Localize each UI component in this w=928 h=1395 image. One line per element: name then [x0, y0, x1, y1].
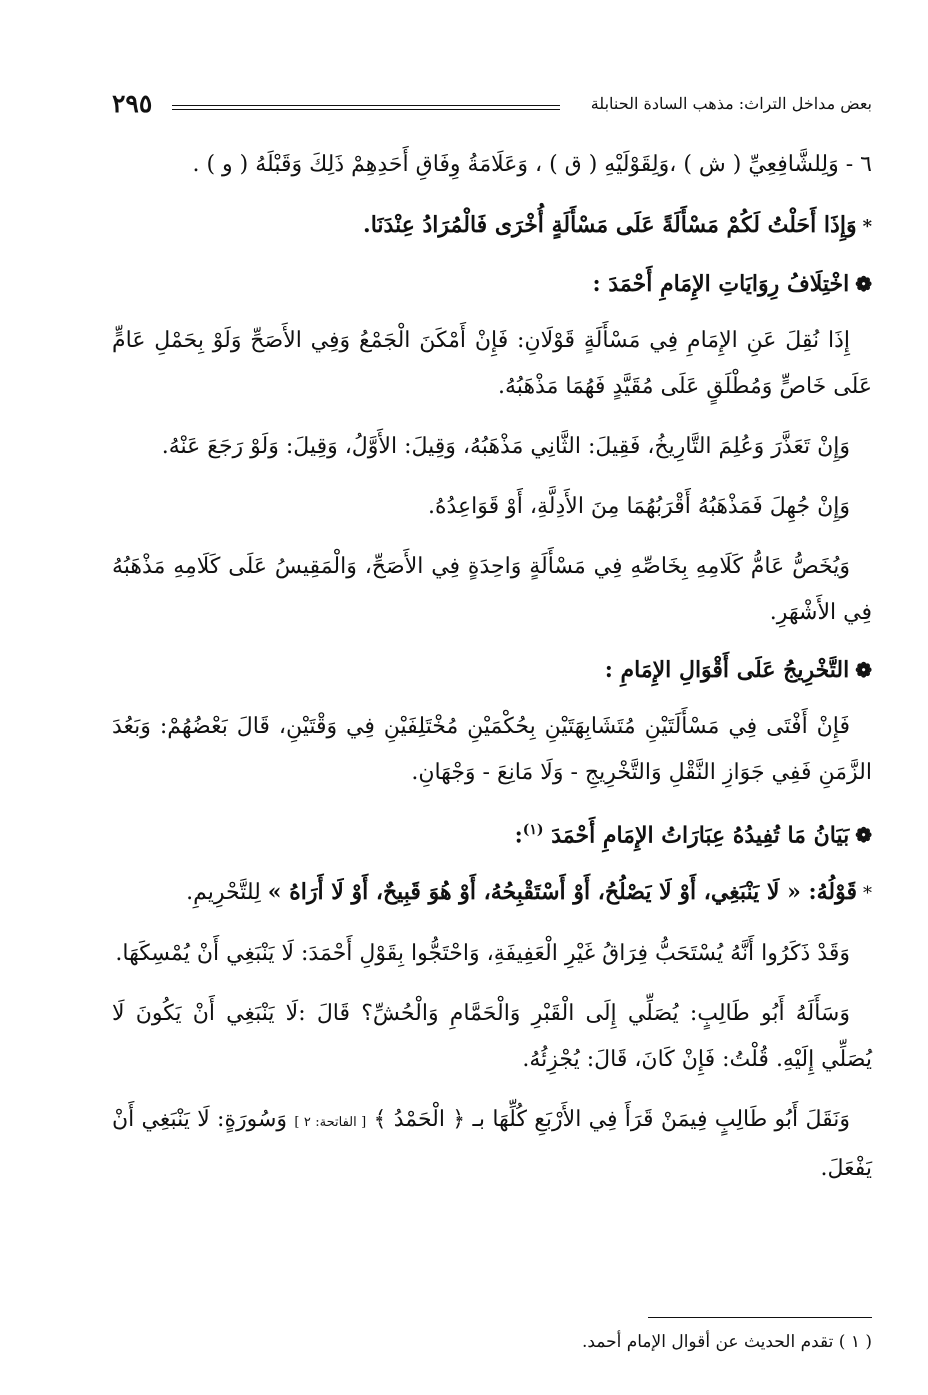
quran-reference: [ الفاتحة: ٢ ] [294, 1115, 367, 1131]
paragraph-afta: فَإِنْ أَفْتَى فِي مَسْأَلَتَيْنِ مُتَشَابِهَتَيْنِ بِحُكْمَيْنِ مُخْتَلِفَيْنِ فِي وَقْتَيْنِ، قَالَ بَعْضُهُمْ: وَبَعُدَ الزَّمَنِ فَفِي جَوَازِ النَّقْلِ وَالتَّخْرِيجِ - وَلَا مَانِعَ - وَجْهَانِ. [112, 714, 872, 785]
heading-bayan-colon: : [514, 822, 523, 849]
main-text [112, 142, 872, 1206]
header-rule-second [172, 109, 560, 110]
paragraph-qawlan: إِذَا نُقِلَ عَنِ الإِمَامِ فِي مَسْأَلَةٍ قَوْلَانِ: فَإِنْ أَمْكَنَ الْجَمْعُ وَفِي الأَصَحِّ وَلَوْ بِحَمْلِ عَامٍّ عَلَى خَاصٍّ وَمُطْلَقٍ عَلَى مُقَيَّدٍ فَهُمَا مَذْهَبُهُ. [112, 328, 872, 399]
paragraph-abu-talib-reading [112, 1097, 872, 1192]
reading-text-start: وَنَقَلَ أَبُو طَالِبٍ فِيمَنْ قَرَأَ فِي الأَرْبَعِ كُلِّهَا بـ ﴿ الْحَمْدُ ﴾ [366, 1107, 850, 1133]
quoted-expressions: قَوْلُهُ: « لَا يَنْبَغِي، أَوْ لَا يَصْلُحُ، أَوْ أَسْتَقْبِحُهُ، أَوْ هُوَ قَبِيحٌ، أَوْ لَا أَرَاهُ » [267, 879, 857, 906]
page-header [112, 89, 872, 122]
paragraph-dhakaru: وَقَدْ ذَكَرُوا أَنَّهُ يُسْتَحَبُّ فِرَاقُ غَيْرِ الْعَفِيفَةِ، وَاحْتَجُّوا بِقَوْلِ أَحْمَدَ: لَا يَنْبَغِي أَنْ يُمْسِكَهَا. [115, 941, 850, 967]
item-six: ٦ - وَلِلشَّافِعِيِّ ( ش ) ،وَلِقَوْلَيْهِ ( ق ) ، وَعَلَامَةُ وِفَاقِ أَحَدِهِمْ ذَلِكَ وَقَبْلَهُ ( و ) . [192, 152, 872, 177]
running-title: بعض مداخل التراث: مذهب السادة الحنابلة [590, 94, 872, 113]
heading-takhrij-text: التَّخْرِيجُ عَلَى أَقْوَالِ الإِمَامِ : [604, 657, 850, 683]
heading-takhrij [112, 650, 872, 690]
footnote-rule [648, 1317, 872, 1318]
heading-bayan-text: بَيَانُ مَا تُفِيدُهُ عِبَارَاتُ الإِمَامِ أَحْمَدَ [551, 822, 850, 849]
tahrim-text: لِلتَّحْرِيمِ. [186, 880, 268, 906]
footnote: ( ١ ) تقدم الحديث عن أقوال الإمام أحمد. [581, 1332, 872, 1352]
paragraph-abu-talib-question: وَسَأَلَهُ أَبُو طَالِبٍ: يُصَلِّي إِلَى الْقَبْرِ وَالْحَمَّامِ وَالْحُشِّ؟ قَالَ :لَا يَنْبَغِي أَنْ يَكُونَ لَا يُصَلِّي إِلَيْهِ. قُلْتُ: فَإِنْ كَانَ، قَالَ: يُجْزِئُهُ. [112, 1001, 872, 1073]
paragraph-juhila: وَإِنْ جُهِلَ فَمَذْهَبُهُ أَقْرَبُهُمَا مِنَ الأَدِلَّةِ، أَوْ قَوَاعِدُهُ. [427, 494, 850, 519]
note-line [112, 202, 872, 250]
reading-text-end: وَسُورَةٍ: لَا يَنْبَغِي أَنْ يَفْعَلَ. [112, 1107, 872, 1182]
paragraph-yukhassu: وَيُخَصُّ عَامُّ كَلَامِهِ بِخَاصِّهِ فِي مَسْأَلَةٍ وَاحِدَةٍ فِي الأَصَحِّ، وَالْمَقِيسُ عَلَى كَلَامِهِ مَذْهَبُهُ فِي الأَشْهَرِ. [112, 554, 872, 625]
flower-ornament-icon: ❁ [855, 272, 872, 296]
flower-ornament-icon: ❁ [855, 823, 872, 848]
heading-riwayat-text: اخْتِلَافُ رِوَايَاتِ الإِمَامِ أَحْمَدَ : [592, 271, 850, 297]
star-marker: * [863, 883, 872, 905]
note-line-text: وَإِذَا أَحَلْتُ لَكُمْ مَسْأَلَةً عَلَى مَسْأَلَةٍ أُخْرَى فَالْمُرَادُ عِنْدَنَا. [363, 212, 857, 238]
heading-riwayat [112, 264, 872, 304]
star-marker: * [862, 216, 872, 237]
flower-ornament-icon: ❁ [855, 658, 872, 682]
page-number: ٢٩٥ [112, 89, 153, 118]
header-rule [172, 105, 560, 106]
paragraph-la-yanbaghi [112, 869, 872, 917]
footnote-marker: (١) [522, 822, 544, 838]
heading-bayan [112, 810, 872, 855]
paragraph-tarikh: وَإِنْ تَعَذَّرَ وَعُلِمَ التَّارِيخُ، فَقِيلَ: الثَّانِي مَذْهَبُهُ، وَقِيلَ: الأَوَّلُ، وَقِيلَ: وَلَوْ رَجَعَ عَنْهُ. [161, 434, 850, 459]
